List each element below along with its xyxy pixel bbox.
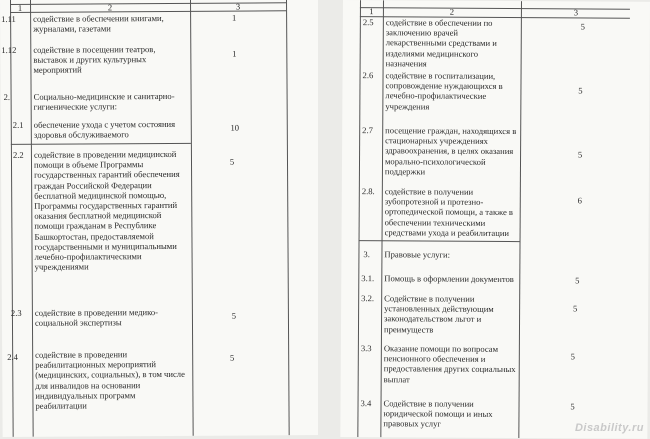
row-text: содействие в обеспечении книгами, журналами, газетами: [33, 13, 164, 35]
row-number: 2.8.: [361, 186, 375, 197]
row-number: 2.2: [12, 149, 24, 160]
row-value: 5: [575, 275, 580, 286]
row-value: 5: [231, 310, 237, 321]
row-text: содействие в госпитализации, сопровождение нуждающихся в лечебно-профилактические учреждения: [385, 70, 503, 112]
row-value: 5: [572, 303, 578, 314]
row-text: обеспечение ухода с учетом состояния здоровья обслуживаемого: [33, 118, 176, 140]
row-rule: [359, 240, 520, 242]
row-number: 3.3: [360, 343, 372, 354]
row-text: содействие в проведении медицинской помощи в объеме Программы государственных гарантий обеспечения граждан Российской Федерации бесплатной медицинской помощью, Программы государственных гарантий оказания бесплатной медицинской помощи гражданам в Республике Башкортостан, предоставляемой государственными и муниципальными лечебно-профилактическими учреждениями: [33, 148, 180, 273]
row-value: 5: [577, 149, 583, 160]
row-text: посещение граждан, находящихся в стационарных учреждениях здравоохранения, в целях оказания морально-психологической поддержки: [384, 125, 517, 177]
row-value: 5: [570, 351, 575, 362]
header-col2: 2: [107, 2, 113, 13]
row-number: 3.4: [360, 398, 372, 409]
row-text: содействие в получении зубопротезной и протезно-ортопедической помощи, а также в обеспечении техническими средствами ухода и реабилитации: [384, 186, 514, 238]
row-text: Содействие в получении установленных действующим законодательством льгот и преимуществ: [383, 293, 494, 335]
row-text: Социально-медицинские и санитарно-гигиенические услуги:: [33, 90, 175, 112]
row-value: 6: [577, 195, 582, 206]
row-number: 3.: [363, 249, 370, 260]
row-number: 2.6: [362, 70, 374, 81]
row-number: 1.11: [1, 13, 16, 24]
row-value: 10: [230, 122, 240, 133]
row-value: 5: [580, 21, 586, 32]
row-value: 5: [570, 401, 575, 412]
row-text: содействие в проведении реабилитационных мероприятий (медицинских, социальных), в том числе для инвалидов на основании индивидуальных программ реабилитации: [35, 349, 185, 411]
row-value: 1: [231, 12, 237, 23]
left-page: [0, 0, 321, 437]
right-page: [340, 0, 650, 439]
row-number: 3.1.: [361, 273, 375, 284]
row-number: 3.2.: [361, 293, 375, 304]
row-value: 5: [578, 85, 583, 96]
row-text: содействие в посещении театров, выставок и других культурных мероприятий: [33, 44, 156, 76]
row-value: 1: [232, 48, 237, 59]
column-rule: [357, 0, 361, 437]
header-col1: 1: [17, 2, 23, 13]
watermark: Disability.ru: [574, 422, 644, 434]
row-text: Правовые услуги:: [384, 249, 451, 260]
row-number: 1.12: [1, 44, 17, 55]
binding-gap: [318, 0, 343, 437]
row-number: 2.1: [12, 119, 24, 130]
column-rule: [286, 0, 290, 435]
column-rule: [10, 0, 14, 437]
row-text: Помощь в оформлении документов: [384, 273, 514, 285]
row-number: 2.: [3, 91, 11, 102]
header-col3: 3: [573, 7, 579, 18]
row-text: Оказание помощи по вопросам пенсионного обеспечения и предоставления других социальных выплат: [383, 343, 516, 385]
row-text: Содействие в получении юридической помощи и иных правовых услуг: [383, 398, 493, 430]
row-number: 2.5: [362, 17, 374, 28]
row-number: 2.7: [362, 125, 373, 136]
row-text: содействие в проведении медико-социальной экспертизы: [34, 307, 159, 328]
column-rule: [190, 0, 194, 436]
row-value: 5: [230, 352, 235, 363]
row-number: 2.3: [10, 307, 22, 318]
row-number: 2.4: [7, 351, 18, 362]
row-rule: [11, 143, 191, 145]
header-col1: 1: [369, 6, 374, 17]
header-col3: 3: [235, 1, 241, 12]
row-value: 5: [229, 156, 235, 167]
header-col2: 2: [449, 6, 455, 17]
row-text: содействие в обеспечении по заключению врачей лекарственными средствами и изделиями медицинского назначения: [385, 17, 497, 69]
